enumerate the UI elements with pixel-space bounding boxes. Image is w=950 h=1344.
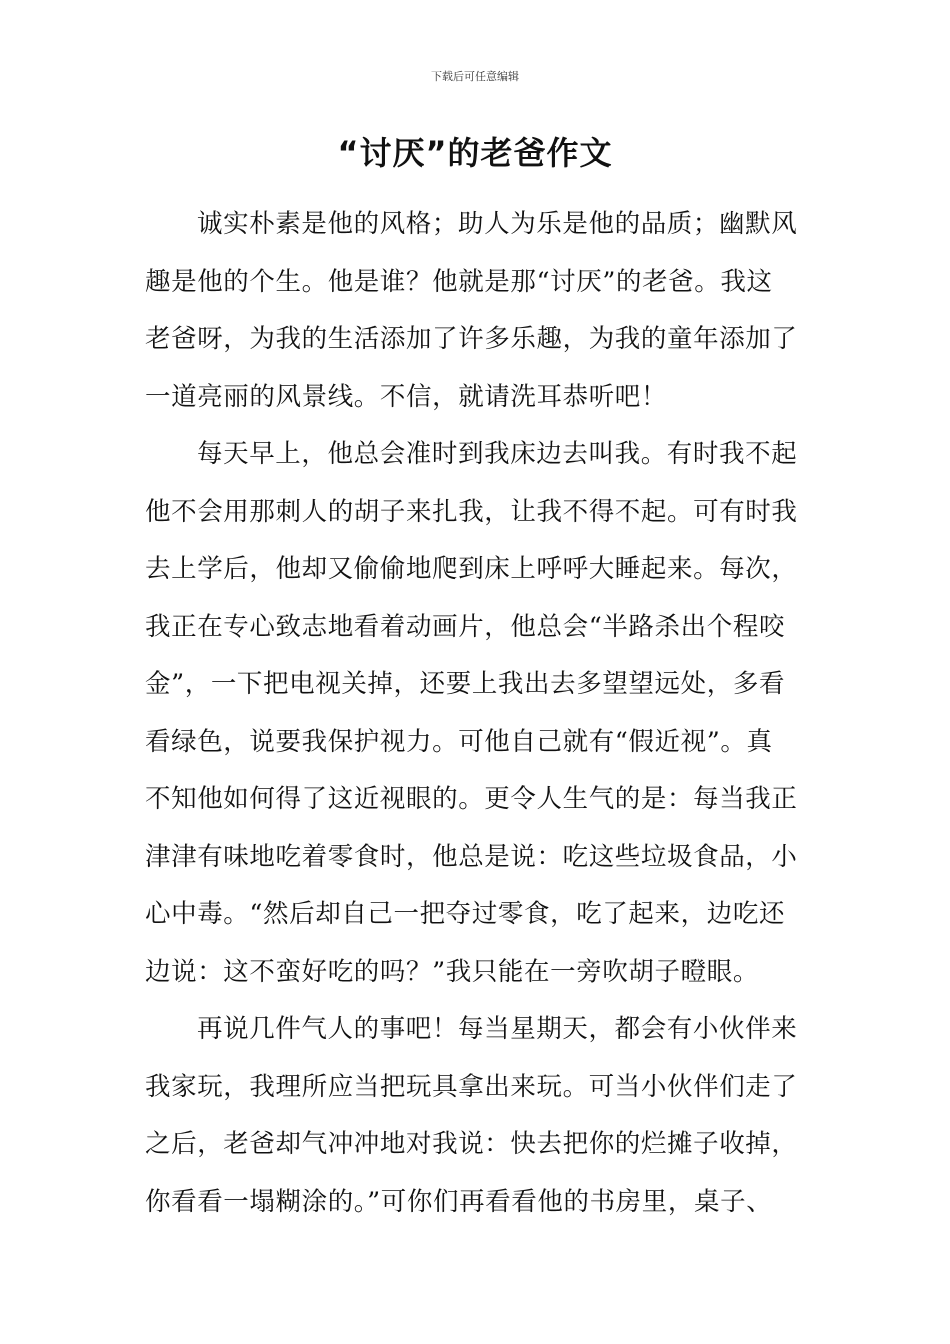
- text-line: 诚实朴素是他的风格；助人为乐是他的品质；幽默风: [197, 209, 798, 239]
- text-line: 我正在专心致志地看着动画片，他总会“半路杀出个程咬: [145, 611, 786, 642]
- page-title: “讨厌”的老爸作文: [337, 134, 613, 172]
- text-line: 他不会用那刺人的胡子来扎我，让我不得不起。可有时我: [145, 496, 798, 527]
- text-line: 不知他如何得了这近视眼的。更令人生气的是：每当我正: [145, 784, 798, 814]
- text-line: 再说几件气人的事吧！每当星期天，都会有小伙伴来: [197, 1014, 798, 1044]
- header-note: 下载后可任意编辑: [431, 70, 519, 83]
- essay-body: [145, 196, 809, 1231]
- text-line: 之后，老爸却气冲冲地对我说：快去把你的烂摊子收掉，: [145, 1129, 798, 1159]
- text-line: 每天早上，他总会准时到我床边去叫我。有时我不起: [197, 439, 798, 469]
- text-line: 我家玩，我理所应当把玩具拿出来玩。可当小伙伴们走了: [145, 1071, 798, 1102]
- text-line: 一道亮丽的风景线。不信，就请洗耳恭听吧！: [145, 381, 668, 412]
- text-line: 去上学后，他却又偷偷地爬到床上呼呼大睡起来。每次，: [145, 554, 798, 584]
- text-line: 看绿色，说要我保护视力。可他自己就有“假近视”。真: [145, 726, 773, 757]
- text-line: 心中毒。“然后却自己一把夺过零食，吃了起来，边吃还: [145, 899, 786, 929]
- text-line: 你看看一塌糊涂的。”可你们再看看他的书房里，桌子、: [145, 1186, 773, 1217]
- text-line: 津津有味地吃着零食时，他总是说：吃这些垃圾食品，小: [145, 841, 798, 872]
- text-line: 老爸呀，为我的生活添加了许多乐趣，为我的童年添加了: [145, 324, 798, 354]
- text-line: 趣是他的个生。他是谁？他就是那“讨厌”的老爸。我这: [145, 266, 773, 297]
- text-line: 边说：这不蛮好吃的吗？”我只能在一旁吹胡子瞪眼。: [145, 956, 759, 987]
- text-line: 金”，一下把电视关掉，还要上我出去多望望远处，多看: [145, 669, 786, 699]
